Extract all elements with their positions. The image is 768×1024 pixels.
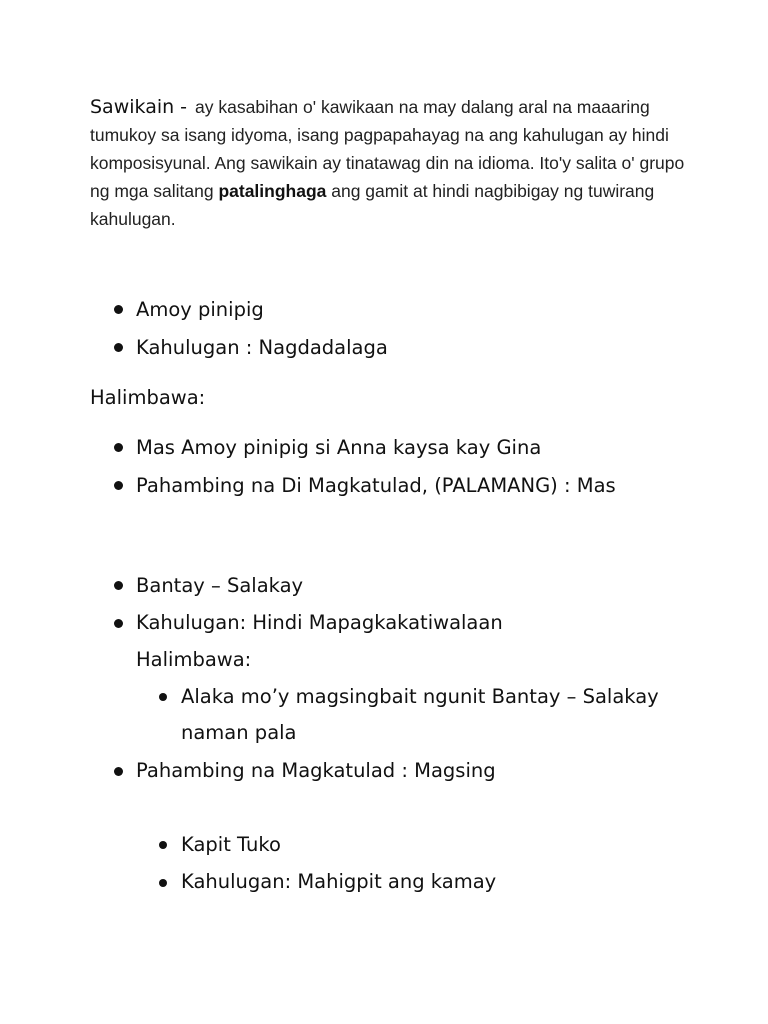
- intro-paragraph: [90, 93, 690, 233]
- term-dash: -: [180, 96, 188, 118]
- bullet-icon: [159, 879, 167, 887]
- definition-text-1: ay kasabihan o' kawikaan na may dalang aral na maaaring tumukoy sa isang idyoma, isang pagpapahayag na ang kahulugan ay hindi komposisyunal. Ang sawikain ay tinatawag din na idioma. Ito'y salita o' grupo ng mga salitang: [90, 97, 685, 201]
- bullet-icon: [114, 581, 123, 590]
- list-item: Pahambing na Magkatulad : Magsing: [136, 759, 496, 782]
- bullet-icon: [159, 841, 167, 849]
- bullet-icon: [114, 619, 123, 628]
- bullet-icon: [114, 443, 123, 452]
- list-item: Bantay – Salakay: [136, 574, 304, 597]
- sub-list-item-continuation: naman pala: [181, 721, 297, 744]
- list-item: Pahambing na Di Magkatulad, (PALAMANG) : Mas: [136, 474, 616, 497]
- bullet-icon: [114, 305, 123, 314]
- sub-list-item: Alaka mo’y magsingbait ngunit Bantay – Salakay: [181, 685, 659, 708]
- term-title: Sawikain: [90, 96, 175, 118]
- example-heading: Halimbawa:: [90, 386, 206, 409]
- bullet-icon: [114, 767, 123, 776]
- definition-bold-word: patalinghaga: [218, 181, 327, 201]
- sub-list-item: Kahulugan: Mahigpit ang kamay: [181, 870, 497, 893]
- bullet-icon: [114, 343, 123, 352]
- example-heading: Halimbawa:: [136, 648, 252, 671]
- sub-list-item: Kapit Tuko: [181, 833, 281, 856]
- list-item: Mas Amoy pinipig si Anna kaysa kay Gina: [136, 436, 542, 459]
- list-item: Kahulugan: Hindi Mapagkakatiwalaan: [136, 611, 503, 634]
- list-item: Kahulugan : Nagdadalaga: [136, 336, 388, 359]
- list-item: Amoy pinipig: [136, 298, 264, 321]
- bullet-icon: [159, 693, 167, 701]
- definition-text-2: ang gamit at hindi nagbibigay ng tuwirang kahulugan.: [90, 181, 655, 229]
- bullet-icon: [114, 481, 123, 490]
